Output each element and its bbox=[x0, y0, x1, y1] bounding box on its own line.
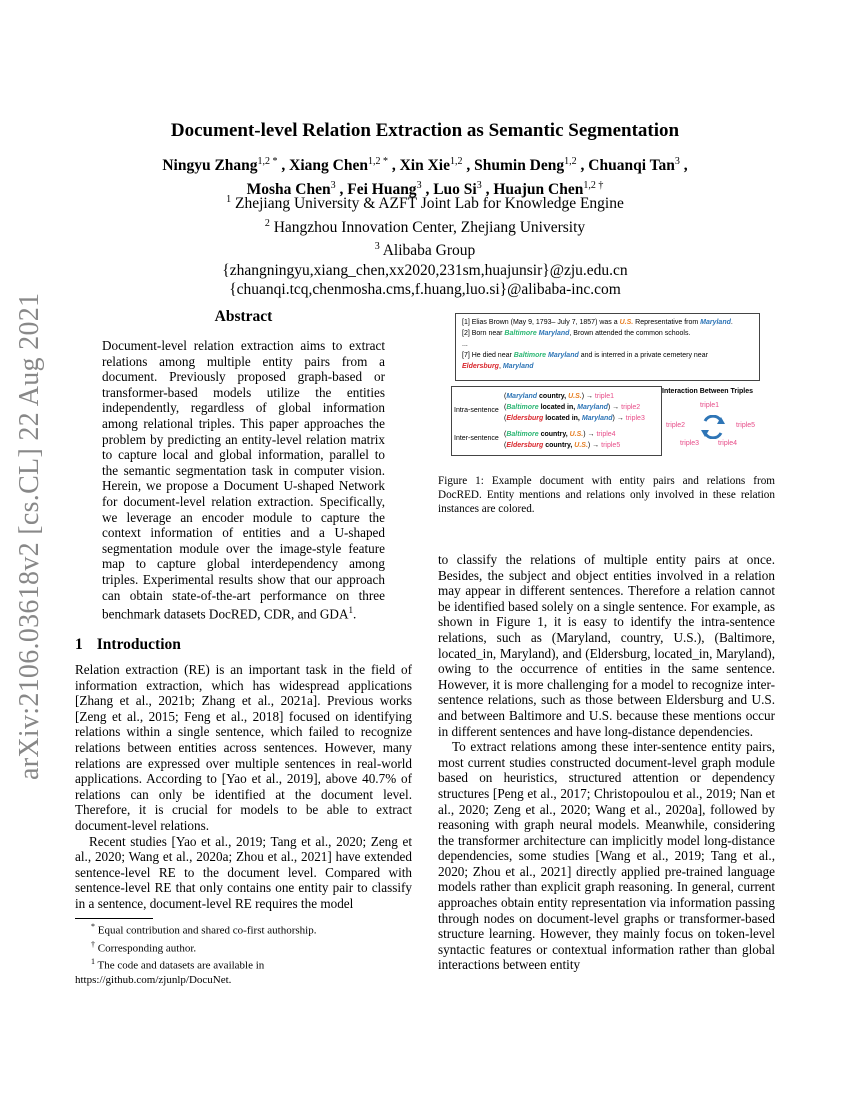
author-superscript: 1,2 † bbox=[583, 180, 604, 192]
triple-label: triple5 bbox=[736, 422, 756, 429]
triple-row: (Eldersburg country, U.S.) → triple5 bbox=[504, 442, 621, 449]
footnote: * Equal contribution and shared co-first authorship. bbox=[91, 922, 317, 937]
figure-document-box bbox=[455, 313, 760, 381]
author-name: Xin Xie bbox=[399, 157, 450, 175]
triple-label: triple1 bbox=[700, 402, 720, 409]
triple-row: (Maryland country, U.S.) → triple1 bbox=[504, 393, 614, 400]
author-name: Luo Si bbox=[433, 181, 477, 199]
author-superscript: 1,2 bbox=[449, 156, 463, 167]
figure-sentence: [2] Born near Baltimore Maryland, Brown attended the common schools. bbox=[462, 330, 691, 337]
author-name: Fei Huang bbox=[347, 181, 417, 199]
intra-label: Intra-sentence bbox=[454, 407, 499, 414]
footnote: † Corresponding author. bbox=[91, 939, 197, 955]
author-superscript: 3 bbox=[416, 180, 422, 192]
paragraph: Recent studies [Yao et al., 2019; Tang et al., 2020; Zeng et al., 2020; Wang et al., 2020a; Zhou et al., 2021] have extended sentence-level RE to the document level. Compared with sentence-level RE that only contains one entity pair to classify in a sentence, document-level RE requires the model bbox=[75, 833, 412, 911]
author-name: Xiang Chen bbox=[289, 157, 368, 175]
author-list: Ningyu Zhang$^{1,2 *}$ , Xiang Chen$^{1,2 *}$ , Xin Xie$^{1,2}$ , Shumin Deng$^{1,2}$ , Chuanqi Tan$^3$ , Mosha Chen$^3$ , Fei Huang$^3$ , Luo Si$^3$ , Huajun Chen$^{1,2 \dagger}$ bbox=[162, 156, 688, 199]
paragraph: Relation extraction (RE) is an important task in the field of information extraction, which has widespread applications [Zhang et al., 2021b; Zhang et al., 2021a]. Previous works [Zeng et al., 2015; Feng et al., 2018] focused on identifying relations within a single sentence, which failed to recognize relations between entities across sentences. However, many relations are expressed over multiple sentences in real-world applications. According to [Yao et al., 2019], above 40.7% of relations can only be identified at the document level. Therefore, it is crucial for models to be able to extract document-level relations. bbox=[75, 662, 412, 833]
author-name: Huajun Chen bbox=[493, 181, 584, 199]
author-name: Chuanqi Tan bbox=[588, 157, 675, 175]
affiliations bbox=[100, 190, 750, 300]
paper-title: Document-level Relation Extraction as Semantic Segmentation bbox=[170, 120, 680, 141]
triple-row: (Eldersburg located in, Maryland) → triple3 bbox=[504, 415, 645, 422]
abstract-body: Document-level relation extraction aims to extract relations among multiple entity pairs from a document. Previously proposed graph-based or transformer-based models utilize the entities independently, regardless of global information among relational triples. This paper approaches the problem by predicting an entity-level relation matrix to capture local and global information, parallel to the semantic segmentation task in computer vision. Herein, we propose a Document U-shaped Network for document-level relation extraction. Specifically, we leverage an encoder module to capture the context information of entities and a U-shaped segmentation module over the image-style feature map to capture global interdependency among triples. Experimental results show that our approach can obtain state-of-the-art performance on three benchmark datasets DocRED, CDR, and GDA$^1$. bbox=[102, 338, 385, 622]
email-line: {chuanqi.tcq,chenmosha.cms,f.huang,luo.si}@alibaba-inc.com bbox=[229, 281, 621, 299]
abstract-heading: Abstract bbox=[214, 308, 273, 325]
footnote-rule bbox=[75, 918, 153, 919]
author-name: Ningyu Zhang bbox=[162, 157, 258, 175]
footnote: $^1$ The code and datasets are available in https://github.com/zjunlp/DocuNet. bbox=[75, 957, 265, 986]
figure-sentence: ... bbox=[462, 341, 468, 348]
affiliation-line: $^2$ Hangzhou Innovation Center, Zhejiang University bbox=[264, 217, 586, 236]
figure-sentence: Eldersburg, Maryland bbox=[462, 363, 534, 370]
triple-row: (Baltimore country, U.S.) → triple4 bbox=[504, 431, 616, 438]
right-column-text bbox=[438, 552, 775, 973]
triple-label: triple4 bbox=[718, 440, 738, 447]
figure-caption: Figure 1: Example document with entity pairs and relations from DocRED. Entity mentions and relations only involved in these relation instances are colored. bbox=[438, 475, 775, 515]
paragraph: To extract relations among these inter-sentence entity pairs, most current studies constructed document-level graph module based on heuristics, structured attention or dependency structures [Peng et al., 2017; Christopoulou et al., 2019; Nan et al., 2020; Zeng et al., 2020; Wang et al., 2020a], followed by reasoning with graph neural models. Meanwhile, considering the transformer architecture can implicitly model long-distance dependencies, some studies [Wang et al., 2019; Tang et al., 2020; Zhou et al., 2021] directly applied pre-trained language models rather than explicit graph reasoning. In general, current approaches obtain entity representation via information passing through nodes on document-level graphs or transformer-based structure learning. However, they mainly focus on token-level syntactic features or contextual information rather than global interactions between entity bbox=[438, 739, 775, 973]
author-superscript: 3 bbox=[330, 180, 336, 192]
author-name: Mosha Chen bbox=[246, 181, 331, 199]
figure-sentence: [1] Elias Brown (May 9, 1793– July 7, 1857) was a U.S. Representative from Maryland. bbox=[462, 319, 733, 326]
cycle-arrows-icon bbox=[699, 415, 727, 439]
paragraph: to classify the relations of multiple entity pairs at once. Besides, the subject and object entities involved in a relation may appear in different sentences. Therefore a relation cannot be identified based solely on a single sentence. For example, as shown in Figure 1, it is easy to identify the intra-sentence relations, such as (Maryland, country, U.S.), (Baltimore, located_in, Maryland), and (Eldersburg, located_in, Maryland), owing to the occurrence of entities in the same sentence. However, it is more challenging for a model to recognize inter-sentence relations, such as those between Eldersburg and U.S. and between Baltimore and U.S. because these mentions occur in different sentences and have long-distance dependencies. bbox=[438, 552, 775, 739]
inter-label: Inter-sentence bbox=[454, 435, 499, 442]
author-superscript: 1,2 * bbox=[257, 156, 278, 167]
footnotes bbox=[75, 920, 412, 987]
triple-row: (Baltimore located in, Maryland) → triple2 bbox=[504, 404, 641, 411]
section-heading: 1 Introduction bbox=[75, 636, 181, 653]
author-superscript: 3 bbox=[476, 180, 482, 192]
arxiv-stamp: arXiv:2106.03618v2 [cs.CL] 22 Aug 2021 bbox=[14, 292, 45, 780]
interaction-title: Interaction Between Triples bbox=[662, 388, 754, 395]
affiliation-line: $^3$ Alibaba Group bbox=[374, 241, 476, 260]
email-line: {zhangningyu,xiang_chen,xx2020,231sm,huajunsir}@zju.edu.cn bbox=[222, 261, 628, 279]
affiliation-line: $^1$ Zhejiang University & AZFT Joint Lab for Knowledge Engine bbox=[226, 194, 624, 213]
author-name: Shumin Deng bbox=[474, 157, 565, 175]
intro-text bbox=[75, 662, 412, 912]
author-superscript: 3 bbox=[674, 156, 680, 167]
interaction-panel bbox=[662, 386, 767, 456]
author-superscript: 1,2 bbox=[564, 156, 577, 167]
author-superscript: 1,2 * bbox=[367, 156, 388, 167]
figure-sentence: [7] He died near Baltimore Maryland and is interred in a private cemetery near bbox=[462, 352, 708, 359]
triple-label: triple2 bbox=[666, 422, 686, 429]
figure-triples-box bbox=[451, 386, 662, 456]
triple-label: triple3 bbox=[680, 440, 700, 447]
